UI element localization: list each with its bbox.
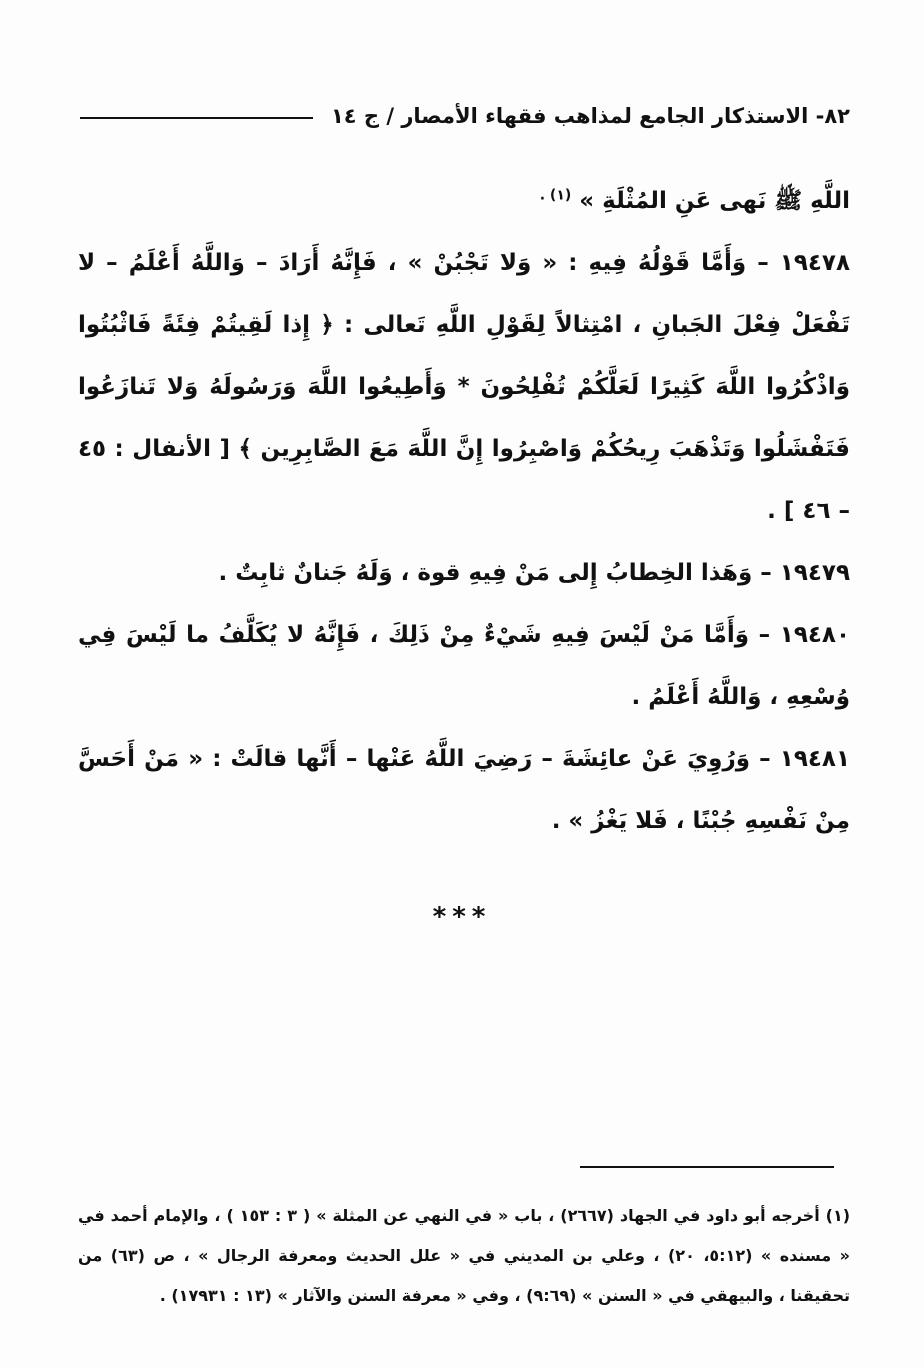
- paragraph-continuation: اللَّهِ ﷺ نَهى عَنِ المُثْلَةِ » $^{(١) .}$: [539, 187, 850, 214]
- footnote-rule: [580, 1166, 834, 1168]
- main-text: [78, 170, 850, 852]
- running-header: [80, 96, 850, 136]
- running-header-title: ٨٢- الاستذكار الجامع لمذاهب فقهاء الأمصار / ج ١٤: [330, 104, 850, 128]
- paragraph-19479: ١٩٤٧٩ – وَهَذا الخِطابُ إِلى مَنْ فِيهِ قوة ، وَلَهُ جَنانٌ ثابِتٌ .: [218, 560, 850, 586]
- paragraph-19481: ١٩٤٨١ – وَرُوِيَ عَنْ عائِشَةَ – رَضِيَ اللَّهُ عَنْها – أَنَّها قالَتْ : « مَنْ أَحَسَّ مِنْ نَفْسِهِ جُبْنًا ، فَلا يَغْزُ » .: [78, 746, 850, 834]
- section-separator: ***: [432, 902, 492, 932]
- footnote-reference: (١) .: [539, 187, 572, 204]
- footnote: (١) أخرجه أبو داود في الجهاد (٢٦٦٧) ، باب « في النهي عن المثلة » ( ٣ : ١٥٣ ) ، والإمام أحمد في « مسنده » (٥:١٢، ٢٠) ، وعلي بن المديني في « علل الحديث ومعرفة الرجال » ، ص (٦٣) من تحقيقنا ، والبيهقي في « السنن » (٩:٦٩) ، وفي « معرفة السنن والآثار » (١٣ : ١٧٩٣١) .: [78, 1206, 851, 1305]
- paragraph-19478: ١٩٤٧٨ – وَأَمَّا قَوْلُهُ فِيهِ : « وَلا تَجْبُنْ » ، فَإِنَّهُ أَرَادَ – وَاللَّهُ أَعْلَمُ – لا تَفْعَلْ فِعْلَ الجَبانِ ، امْتِثالاً لِقَوْلِ اللَّهِ تَعالى : ﴿ إِذا لَقِيتُمْ فِئَةً فَاثْبُتُوا وَاذْكُرُوا اللَّهَ كَثِيرًا لَعَلَّكُمْ تُفْلِحُونَ * وَأَطِيعُوا اللَّهَ وَرَسُولَهُ وَلا تَنازَعُوا فَتَفْشَلُوا وَتَذْهَبَ رِيحُكُمْ وَاصْبِرُوا إِنَّ اللَّهَ مَعَ الصَّابِرِين ﴾ [ الأنفال : ٤٥ – ٤٦ ] .: [78, 250, 850, 524]
- header-rule: [80, 117, 313, 119]
- paragraph-19480: ١٩٤٨٠ – وَأَمَّا مَنْ لَيْسَ فِيهِ شَيْءٌ مِنْ ذَلِكَ ، فَإِنَّهُ لا يُكَلَّفُ ما لَيْسَ فِي وُسْعِهِ ، وَاللَّهُ أَعْلَمُ .: [78, 622, 850, 710]
